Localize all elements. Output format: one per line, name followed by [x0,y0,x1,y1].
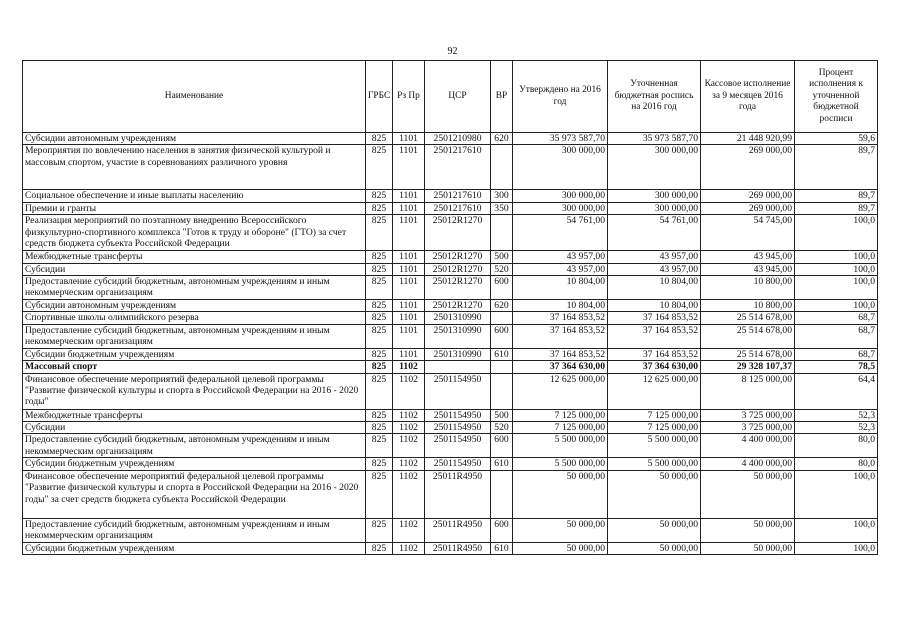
row-csr [425,361,491,373]
row-approved: 50 000,00 [513,542,608,554]
row-rzpr: 1101 [393,348,425,360]
row-grbs: 825 [366,251,393,263]
row-percent: 68,7 [795,348,878,360]
row-percent: 89,7 [795,190,878,202]
row-refined: 10 804,00 [608,276,701,300]
row-rzpr: 1102 [393,373,425,409]
row-csr: 2501310990 [425,312,491,324]
row-percent: 89,7 [795,202,878,214]
row-vr: 600 [491,276,513,300]
row-rzpr: 1102 [393,361,425,373]
table-row [23,458,878,470]
row-csr: 2501154950 [425,409,491,421]
row-csr: 25011R4950 [425,470,491,518]
row-cash: 50 000,00 [701,518,795,542]
table-row [23,434,878,458]
row-grbs: 825 [366,145,393,190]
header-name: Наименование [23,61,366,133]
table-row [23,133,878,145]
table-row [23,361,878,373]
row-vr [491,470,513,518]
row-rzpr: 1101 [393,215,425,251]
row-grbs: 825 [366,348,393,360]
row-name: Финансовое обеспечение мероприятий федеральной целевой программы "Развитие физической культуры и спорта в Российской Федерации на 2016 - 2020 годы" [23,373,366,409]
row-grbs: 825 [366,312,393,324]
header-cash: Кассовое исполнение за 9 месяцев 2016 года [701,61,795,133]
row-cash: 50 000,00 [701,470,795,518]
row-vr: 520 [491,263,513,275]
row-csr: 2501154950 [425,373,491,409]
row-percent: 59,6 [795,133,878,145]
row-grbs: 825 [366,300,393,312]
row-approved: 12 625 000,00 [513,373,608,409]
header-refined: Уточненная бюджетная роспись на 2016 год [608,61,701,133]
row-approved: 7 125 000,00 [513,422,608,434]
row-grbs: 825 [366,542,393,554]
row-percent: 52,3 [795,409,878,421]
row-refined: 37 164 853,52 [608,348,701,360]
table-body [23,133,878,555]
row-grbs: 825 [366,458,393,470]
row-name: Субсидии автономным учреждениям [23,133,366,145]
row-vr: 620 [491,300,513,312]
row-vr: 600 [491,518,513,542]
row-cash: 269 000,00 [701,202,795,214]
row-rzpr: 1102 [393,422,425,434]
row-csr: 2501217610 [425,202,491,214]
row-cash: 43 945,00 [701,251,795,263]
row-approved: 37 164 853,52 [513,348,608,360]
row-name: Субсидии [23,422,366,434]
row-name: Спортивные школы олимпийского резерва [23,312,366,324]
row-csr: 25012R1270 [425,251,491,263]
row-csr: 25012R1270 [425,215,491,251]
row-cash: 269 000,00 [701,190,795,202]
page-number: 92 [447,46,458,57]
row-grbs: 825 [366,373,393,409]
table-row [23,373,878,409]
row-cash: 8 125 000,00 [701,373,795,409]
row-cash: 43 945,00 [701,263,795,275]
row-csr: 25012R1270 [425,263,491,275]
row-vr: 610 [491,348,513,360]
row-csr: 2501210980 [425,133,491,145]
row-csr: 2501310990 [425,348,491,360]
row-percent: 100,0 [795,470,878,518]
row-vr [491,215,513,251]
row-refined: 7 125 000,00 [608,409,701,421]
row-grbs: 825 [366,361,393,373]
row-rzpr: 1101 [393,263,425,275]
row-csr: 2501217610 [425,190,491,202]
row-percent: 100,0 [795,263,878,275]
header-csr: ЦСР [425,61,491,133]
row-refined: 50 000,00 [608,470,701,518]
row-name: Межбюджетные трансферты [23,251,366,263]
row-vr: 300 [491,190,513,202]
row-rzpr: 1101 [393,145,425,190]
table-row [23,251,878,263]
row-vr: 520 [491,422,513,434]
row-grbs: 825 [366,133,393,145]
row-approved: 300 000,00 [513,202,608,214]
row-vr: 610 [491,542,513,554]
row-approved: 300 000,00 [513,145,608,190]
row-csr: 2501154950 [425,422,491,434]
row-rzpr: 1101 [393,312,425,324]
row-approved: 43 957,00 [513,251,608,263]
header-percent: Процент исполнения к уточненной бюджетной росписи [795,61,878,133]
row-name: Предоставление субсидий бюджетным, автономным учреждениям и иным некоммерческим организациям [23,276,366,300]
row-rzpr: 1102 [393,409,425,421]
table-row [23,422,878,434]
row-rzpr: 1101 [393,190,425,202]
row-vr: 500 [491,251,513,263]
table-row [23,518,878,542]
row-refined: 10 804,00 [608,300,701,312]
row-percent: 100,0 [795,251,878,263]
row-percent: 68,7 [795,312,878,324]
row-cash: 25 514 678,00 [701,324,795,348]
row-refined: 37 364 630,00 [608,361,701,373]
row-vr: 600 [491,324,513,348]
row-cash: 25 514 678,00 [701,348,795,360]
row-csr: 25012R1270 [425,276,491,300]
row-refined: 300 000,00 [608,190,701,202]
row-grbs: 825 [366,518,393,542]
row-name: Финансовое обеспечение мероприятий федеральной целевой программы "Развитие физической культуры и спорта в Российской Федерации на 2016 - 2020 годы" за счет средств бюджета субъекта Российской Федерации [23,470,366,518]
row-rzpr: 1102 [393,434,425,458]
row-refined: 300 000,00 [608,202,701,214]
row-cash: 3 725 000,00 [701,409,795,421]
row-csr: 25011R4950 [425,518,491,542]
row-vr [491,361,513,373]
row-percent: 52,3 [795,422,878,434]
row-name: Массовый спорт [23,361,366,373]
row-cash: 4 400 000,00 [701,434,795,458]
row-rzpr: 1101 [393,300,425,312]
row-rzpr: 1102 [393,458,425,470]
header-rzpr: Рз Пр [393,61,425,133]
row-cash: 50 000,00 [701,542,795,554]
row-csr: 2501154950 [425,458,491,470]
row-percent: 68,7 [795,324,878,348]
row-name: Субсидии бюджетным учреждениям [23,542,366,554]
row-rzpr: 1101 [393,133,425,145]
row-cash: 25 514 678,00 [701,312,795,324]
table-row [23,145,878,190]
table-row [23,542,878,554]
table-header-row [23,61,878,133]
row-percent: 100,0 [795,276,878,300]
row-vr: 610 [491,458,513,470]
row-vr: 600 [491,434,513,458]
row-refined: 37 164 853,52 [608,324,701,348]
row-approved: 7 125 000,00 [513,409,608,421]
row-cash: 21 448 920,99 [701,133,795,145]
row-refined: 35 973 587,70 [608,133,701,145]
row-percent: 100,0 [795,300,878,312]
row-csr: 25011R4950 [425,542,491,554]
table-row [23,263,878,275]
row-refined: 37 164 853,52 [608,312,701,324]
row-grbs: 825 [366,190,393,202]
row-grbs: 825 [366,434,393,458]
row-percent: 78,5 [795,361,878,373]
row-rzpr: 1101 [393,251,425,263]
row-name: Предоставление субсидий бюджетным, автономным учреждениям и иным некоммерческим организациям [23,324,366,348]
row-rzpr: 1101 [393,276,425,300]
row-refined: 12 625 000,00 [608,373,701,409]
row-rzpr: 1102 [393,542,425,554]
row-approved: 5 500 000,00 [513,434,608,458]
row-cash: 10 800,00 [701,300,795,312]
header-approved: Утверждено на 2016 год [513,61,608,133]
row-csr: 2501310990 [425,324,491,348]
row-csr: 25012R1270 [425,300,491,312]
row-grbs: 825 [366,263,393,275]
row-name: Социальное обеспечение и иные выплаты населению [23,190,366,202]
budget-table [22,60,878,555]
row-csr: 2501217610 [425,145,491,190]
row-percent: 64,4 [795,373,878,409]
row-approved: 5 500 000,00 [513,458,608,470]
row-approved: 37 164 853,52 [513,324,608,348]
table-row [23,312,878,324]
row-grbs: 825 [366,324,393,348]
row-approved: 37 164 853,52 [513,312,608,324]
row-name: Субсидии бюджетным учреждениям [23,458,366,470]
row-percent: 100,0 [795,518,878,542]
row-grbs: 825 [366,215,393,251]
row-name: Предоставление субсидий бюджетным, автономным учреждениям и иным некоммерческим организациям [23,434,366,458]
row-approved: 10 804,00 [513,300,608,312]
row-approved: 50 000,00 [513,470,608,518]
row-rzpr: 1102 [393,470,425,518]
row-approved: 43 957,00 [513,263,608,275]
row-vr: 500 [491,409,513,421]
row-grbs: 825 [366,470,393,518]
table-row [23,324,878,348]
row-cash: 3 725 000,00 [701,422,795,434]
row-cash: 269 000,00 [701,145,795,190]
row-approved: 10 804,00 [513,276,608,300]
row-rzpr: 1101 [393,324,425,348]
row-grbs: 825 [366,202,393,214]
row-name: Субсидии бюджетным учреждениям [23,348,366,360]
table-row [23,300,878,312]
row-name: Межбюджетные трансферты [23,409,366,421]
row-refined: 5 500 000,00 [608,458,701,470]
row-percent: 80,0 [795,458,878,470]
row-vr [491,145,513,190]
row-refined: 43 957,00 [608,263,701,275]
row-rzpr: 1101 [393,202,425,214]
row-name: Премии и гранты [23,202,366,214]
row-approved: 35 973 587,70 [513,133,608,145]
table-row [23,409,878,421]
row-refined: 7 125 000,00 [608,422,701,434]
row-grbs: 825 [366,409,393,421]
header-vr: ВР [491,61,513,133]
header-grbs: ГРБС [366,61,393,133]
row-refined: 300 000,00 [608,145,701,190]
table-row [23,348,878,360]
row-rzpr: 1102 [393,518,425,542]
table-row [23,202,878,214]
row-approved: 54 761,00 [513,215,608,251]
row-refined: 43 957,00 [608,251,701,263]
row-cash: 29 328 107,37 [701,361,795,373]
table-row [23,276,878,300]
row-vr: 350 [491,202,513,214]
row-refined: 50 000,00 [608,518,701,542]
row-refined: 54 761,00 [608,215,701,251]
row-vr: 620 [491,133,513,145]
row-name: Реализация мероприятий по поэтапному внедрению Всероссийского физкультурно-спортивного комплекса "Готов к труду и обороне" (ГТО) за счет средств бюджета субъекта Российской Федерации [23,215,366,251]
row-approved: 300 000,00 [513,190,608,202]
row-approved: 50 000,00 [513,518,608,542]
row-percent: 100,0 [795,215,878,251]
row-cash: 10 800,00 [701,276,795,300]
table-row [23,215,878,251]
row-name: Субсидии [23,263,366,275]
row-percent: 89,7 [795,145,878,190]
row-grbs: 825 [366,422,393,434]
row-vr [491,312,513,324]
row-refined: 50 000,00 [608,542,701,554]
table-row [23,190,878,202]
row-refined: 5 500 000,00 [608,434,701,458]
row-cash: 4 400 000,00 [701,458,795,470]
row-grbs: 825 [366,276,393,300]
row-csr: 2501154950 [425,434,491,458]
row-approved: 37 364 630,00 [513,361,608,373]
row-name: Субсидии автономным учреждениям [23,300,366,312]
row-name: Мероприятия по вовлечению населения в занятия физической культурой и массовым спортом, участие в соревнованиях различного уровня [23,145,366,190]
table-row [23,470,878,518]
row-cash: 54 745,00 [701,215,795,251]
row-vr [491,373,513,409]
row-percent: 100,0 [795,542,878,554]
row-percent: 80,0 [795,434,878,458]
row-name: Предоставление субсидий бюджетным, автономным учреждениям и иным некоммерческим организациям [23,518,366,542]
